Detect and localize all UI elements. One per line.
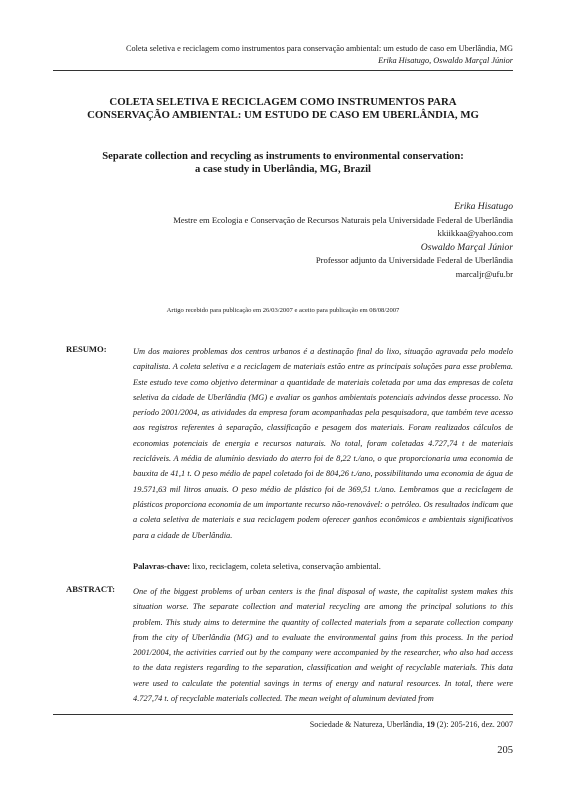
author-block xyxy=(53,200,513,281)
title-english-line-1: Separate collection and recycling as instruments to environmental conservation: xyxy=(102,151,464,162)
abstract-label: ABSTRACT: xyxy=(66,584,116,594)
author-name: Oswaldo Marçal Júnior xyxy=(420,241,513,253)
running-header-title: Coleta seletiva e reciclagem como instrumentos para conservação ambiental: um estudo de caso em Uberlândia, MG xyxy=(125,44,513,53)
keywords-text: lixo, reciclagem, coleta seletiva, conservação ambiental. xyxy=(192,562,381,571)
footer-volume: 19 xyxy=(426,720,435,729)
running-header xyxy=(53,43,513,67)
title-english-line-2: a case study in Uberlândia, MG, Brazil xyxy=(195,164,371,175)
footer-journal: Sociedade & Natureza, Uberlândia, xyxy=(309,720,425,729)
footer-citation xyxy=(310,720,513,729)
keywords-label: Palavras-chave: xyxy=(133,562,191,571)
author-name: Erika Hisatugo xyxy=(454,201,513,212)
footer-details: (2): 205-216, dez. 2007 xyxy=(436,720,513,729)
resumo-label: RESUMO: xyxy=(66,344,107,354)
title-portuguese xyxy=(53,96,513,122)
keywords xyxy=(133,562,513,571)
author-email: kkiikkaa@yahoo.com xyxy=(437,228,513,238)
author-affiliation: Mestre em Ecologia e Conservação de Recursos Naturais pela Universidade Federal de Uberlândia xyxy=(173,214,513,225)
title-portuguese-line-1: COLETA SELETIVA E RECICLAGEM COMO INSTRUMENTOS PARA xyxy=(109,96,457,108)
author-email: marcaljr@ufu.br xyxy=(455,268,513,279)
page-number: 205 xyxy=(497,745,513,756)
received-note: Artigo recebido para publicação em 26/03/2007 e aceito para publicação em 08/08/2007 xyxy=(166,307,400,314)
footer-divider xyxy=(53,714,513,715)
running-header-authors: Erika Hisatugo, Oswaldo Marçal Júnior xyxy=(378,56,513,65)
header-divider xyxy=(53,70,513,71)
author-affiliation: Professor adjunto da Universidade Federal de Uberlândia xyxy=(315,255,513,265)
abstract-text: One of the biggest problems of urban centers is the final disposal of waste, the capitalist system makes this situation worse. The separate collection and material recycling are among the principal solutions to this problem. This study aims to determine the quantity of collected materials from a separate collection company from the city of Uberlândia (MG) and to evaluate the environmental gains from this process. In the period 2001/2004, the activities carried out by the company were accompanied by the researcher, who also had access to the data registers regarding to the separation, classification and weight of recyclable materials. This data were used to calculate the potential savings in terms of energy and natural resources. In total, there were 4.727,74 t. of recyclable materials collected. The mean weight of aluminum deviated from xyxy=(133,587,513,704)
title-english xyxy=(53,150,513,176)
resumo-text: Um dos maiores problemas dos centros urbanos é a destinação final do lixo, situação agravada pelo modelo capitalista. A coleta seletiva e a reciclagem de materiais estão entre as principais soluções para esse problema. Este estudo teve como objetivo determinar a quantidade de materiais coletada por uma das empresas de coleta seletiva da cidade de Uberlândia (MG) e avaliar os ganhos ambientais potenciais advindos desse processo. No período 2001/2004, as atividades da empresa foram acompanhadas pela pesquisadora, que também teve acesso aos registros referentes à separação, classificação e pesagem dos materiais. Foram realizados cálculos de economias potenciais de energia e recursos naturais. No total, foram coletadas 4.727,74 t de materiais recicláveis. A média de alumínio desviado do aterro foi de 8,22 t./ano, o que proporcionaria uma economia de bauxita de 41,1 t. O peso médio de papel coletado foi de 804,26 t./ano, possibilitando uma economia de água de 19.571,63 mil litros anuais. O peso médio de plástico foi de 369,51 t./ano. Lembramos que a reciclagem de plásticos proporciona economia de um importante recurso não-renovável: o petróleo. Os resultados indicam que a coleta seletiva de materiais e sua reciclagem podem oferecer ganhos econômicos e ambientais significativos para a cidade de Uberlândia. xyxy=(133,347,513,540)
title-portuguese-line-2: CONSERVAÇÃO AMBIENTAL: UM ESTUDO DE CASO EM UBERLÂNDIA, MG xyxy=(87,109,479,121)
